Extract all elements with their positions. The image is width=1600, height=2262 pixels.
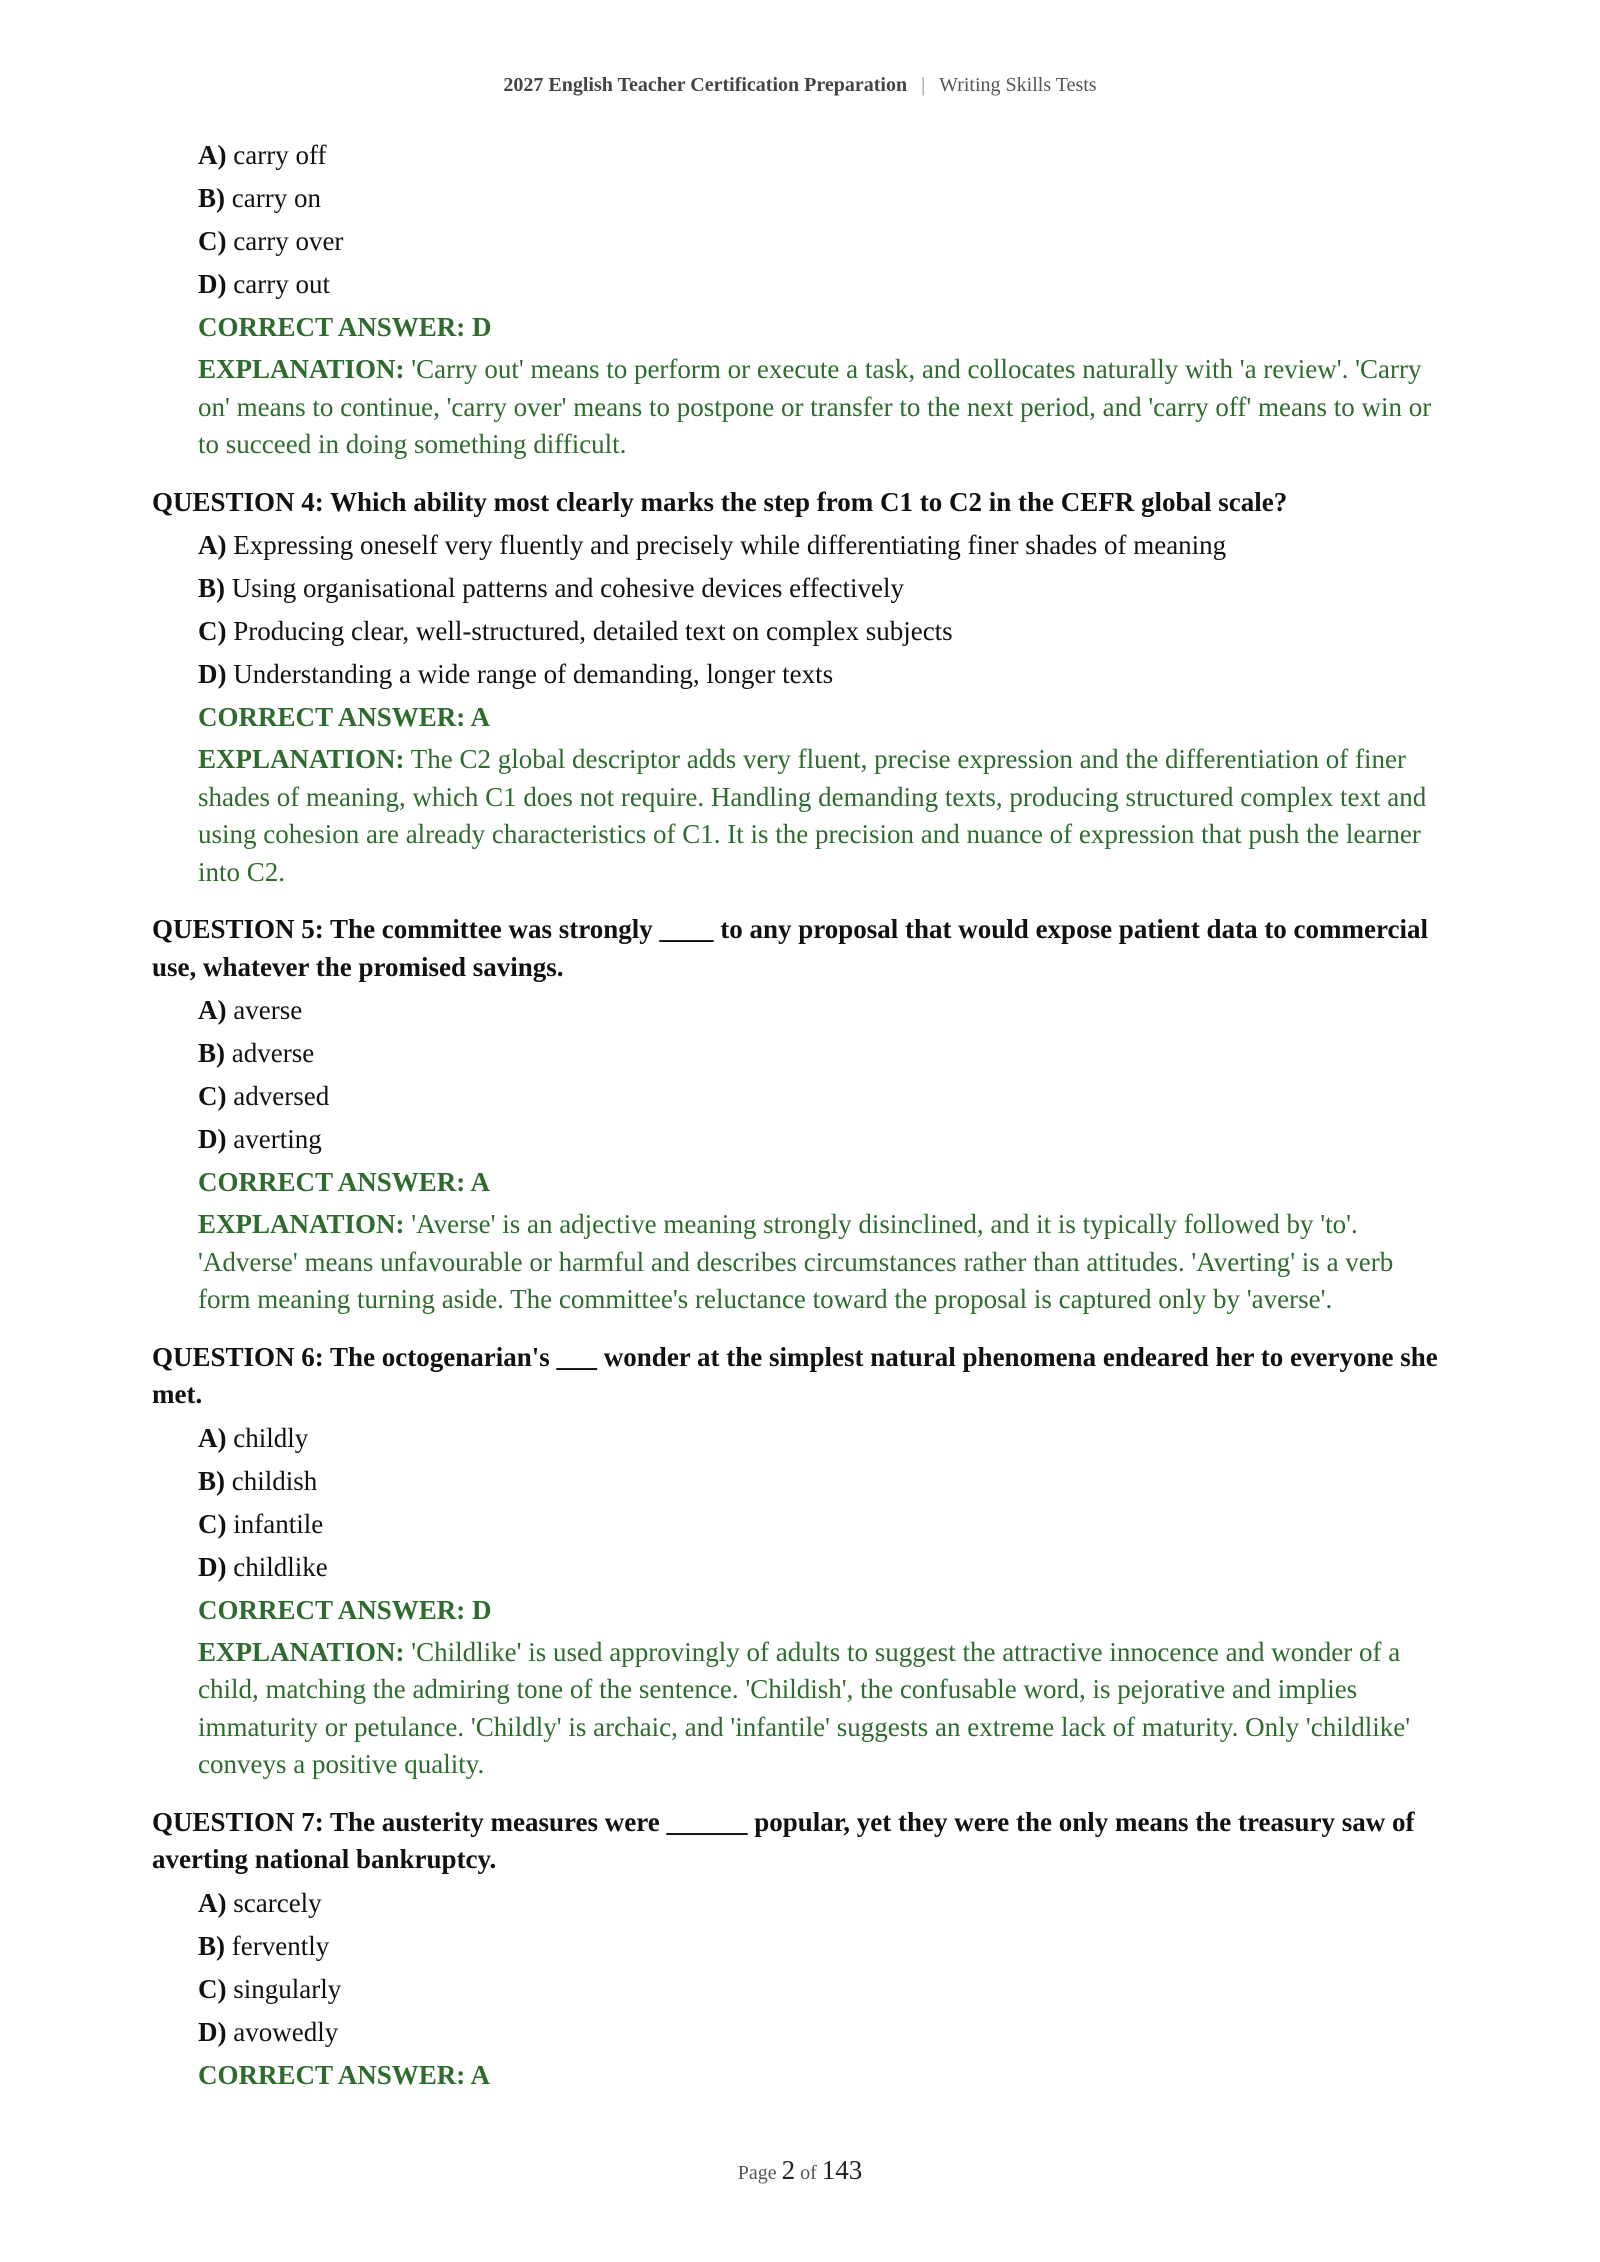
correct-answer: CORRECT ANSWER: A [198, 2059, 491, 2090]
question-stem: QUESTION 5: The committee was strongly ____ to any proposal that would expose patient data to commercial use, whatever the promised savings. [152, 914, 1428, 982]
option-text: avowedly [233, 2016, 339, 2047]
correct-answer: CORRECT ANSWER: A [198, 702, 491, 732]
option-text: fervently [231, 1930, 330, 1961]
option-d [198, 1118, 1452, 1161]
question-7-block [152, 1804, 1452, 2097]
option-text: Expressing oneself very fluently and precisely while differentiating finer shades of meaning [233, 530, 1227, 560]
option-letter: D) [198, 659, 227, 689]
explanation-label: EXPLANATION: [198, 1636, 405, 1667]
option-text: carry out [233, 269, 330, 299]
option-letter: A) [198, 995, 227, 1025]
option-text: childlike [233, 1551, 328, 1582]
explanation [198, 1634, 1452, 1784]
question-5-block [152, 911, 1452, 1319]
option-letter: D) [198, 1124, 227, 1154]
correct-answer: CORRECT ANSWER: A [198, 1167, 491, 1197]
option-text: adversed [233, 1081, 330, 1111]
option-c [198, 220, 1452, 263]
option-text: carry over [233, 226, 344, 256]
option-letter: C) [198, 1081, 227, 1111]
option-text: carry on [231, 183, 321, 213]
page-content [152, 134, 1452, 2097]
question-stem: QUESTION 6: The octogenarian's ___ wonder at the simplest natural phenomena endeared her to everyone she met. [152, 1341, 1438, 1409]
header-title: 2027 English Teacher Certification Preparation [503, 74, 908, 96]
option-text: Producing clear, well-structured, detailed text on complex subjects [233, 616, 953, 646]
explanation-label: EXPLANATION: [198, 1209, 405, 1239]
option-text: adverse [231, 1038, 315, 1068]
option-text: childly [233, 1422, 309, 1453]
explanation-text: 'Carry out' means to perform or execute a task, and collocates naturally with 'a review'. 'Carry on' means to continue, 'carry over' means to postpone or transfer to the next period, and 'carry off' means to win or to succeed in doing something difficult. [198, 354, 1432, 459]
option-letter: C) [198, 226, 227, 256]
header-subtitle: Writing Skills Tests [939, 74, 1097, 96]
question-3-block [152, 134, 1452, 464]
explanation [198, 351, 1452, 464]
question-4-block [152, 484, 1452, 892]
option-letter: A) [198, 1887, 227, 1918]
option-c [198, 610, 1452, 653]
option-letter: A) [198, 530, 227, 560]
option-text: averse [233, 995, 303, 1025]
explanation [198, 741, 1452, 891]
option-d [198, 263, 1452, 306]
option-letter: D) [198, 269, 227, 299]
explanation-label: EXPLANATION: [198, 354, 405, 384]
question-stem: QUESTION 7: The austerity measures were ______ popular, yet they were the only means the treasury saw of averting national bankruptcy. [152, 1806, 1415, 1874]
option-c [198, 1968, 1452, 2011]
option-letter: B) [198, 183, 225, 213]
option-b [198, 1925, 1452, 1968]
option-d [198, 653, 1452, 696]
option-text: infantile [233, 1508, 324, 1539]
option-letter: A) [198, 140, 227, 170]
option-text: carry off [233, 140, 327, 170]
explanation-label: EXPLANATION: [198, 744, 405, 774]
explanation-text: The C2 global descriptor adds very fluent, precise expression and the differentiation of finer shades of meaning, which C1 does not require. Handling demanding texts, producing structured complex text and using cohesion are already characteristics of C1. It is the precision and nuance of expression that push the learner into C2. [198, 744, 1427, 887]
correct-answer: CORRECT ANSWER: D [198, 1594, 492, 1625]
option-a [198, 524, 1452, 567]
correct-answer: CORRECT ANSWER: D [198, 312, 492, 342]
option-text: singularly [233, 1973, 342, 2004]
option-letter: C) [198, 1508, 227, 1539]
question-6-block [152, 1339, 1452, 1784]
option-a [198, 1882, 1452, 1925]
option-letter: A) [198, 1422, 227, 1453]
option-text: scarcely [233, 1887, 322, 1918]
option-letter: B) [198, 1465, 225, 1496]
explanation [198, 1206, 1452, 1319]
page-footer [0, 2155, 1600, 2186]
option-c [198, 1503, 1452, 1546]
explanation-text: 'Averse' is an adjective meaning strongly disinclined, and it is typically followed by 'to'. 'Adverse' means unfavourable or harmful and describes circumstances rather than attitudes. 'Averting' is a verb form meaning turning aside. The committee's reluctance toward the proposal is captured only by 'averse'. [198, 1209, 1394, 1314]
page-number: 2 [781, 2155, 796, 2185]
option-letter: B) [198, 1038, 225, 1068]
question-stem: QUESTION 4: Which ability most clearly marks the step from C1 to C2 in the CEFR global scale? [152, 486, 1288, 517]
option-text: averting [233, 1124, 322, 1154]
option-letter: C) [198, 1973, 227, 2004]
option-b [198, 177, 1452, 220]
option-text: Using organisational patterns and cohesive devices effectively [231, 573, 905, 603]
option-letter: C) [198, 616, 227, 646]
option-a [198, 989, 1452, 1032]
option-a [198, 134, 1452, 177]
option-a [198, 1417, 1452, 1460]
of-label: of [800, 2162, 817, 2184]
option-letter: B) [198, 573, 225, 603]
option-b [198, 1460, 1452, 1503]
option-text: childish [231, 1465, 318, 1496]
page-label: Page [737, 2162, 777, 2184]
option-b [198, 1032, 1452, 1075]
option-b [198, 567, 1452, 610]
page-total: 143 [821, 2155, 863, 2185]
explanation-text: 'Childlike' is used approvingly of adults to suggest the attractive innocence and wonder of a child, matching the admiring tone of the sentence. 'Childish', the confusable word, is pejorative and implies immaturity or petulance. 'Childly' is archaic, and 'infantile' suggests an extreme lack of maturity. Only 'childlike' conveys a positive quality. [198, 1636, 1411, 1779]
header-separator: | [921, 74, 926, 96]
page-header [0, 74, 1600, 97]
option-d [198, 2011, 1452, 2054]
option-c [198, 1075, 1452, 1118]
option-d [198, 1546, 1452, 1589]
option-text: Understanding a wide range of demanding, longer texts [233, 659, 834, 689]
option-letter: D) [198, 2016, 227, 2047]
option-letter: D) [198, 1551, 227, 1582]
option-letter: B) [198, 1930, 225, 1961]
